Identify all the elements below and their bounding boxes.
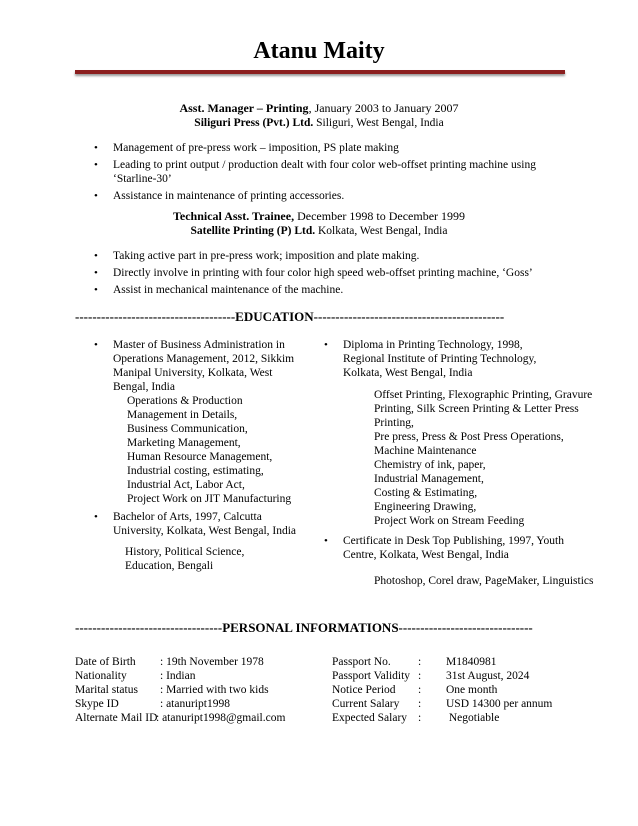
job-title-line (0, 101, 638, 116)
field-sep: : (418, 712, 422, 724)
table-row (75, 669, 285, 683)
degree-description (320, 338, 536, 380)
subject: Education, Bengali (125, 560, 214, 572)
table-row (332, 683, 552, 697)
field-sep: : (418, 670, 422, 682)
subject-list (374, 574, 594, 588)
subject-list (125, 545, 244, 573)
degree-line: • Certificate in Desk Top Publishing, 1997, Youth (343, 535, 564, 547)
education-item (90, 338, 294, 394)
candidate-name: Atanu Maity (253, 38, 385, 64)
subject: Machine Maintenance (374, 445, 477, 457)
personal-info-heading: ----------------------------------PERSONAL INFORMATIONS------------------------------- (75, 620, 533, 635)
field-value: One month (446, 684, 498, 696)
company-location: Siliguri, West Bengal, India (313, 117, 444, 129)
table-row (332, 669, 552, 683)
subject: Chemistry of ink, paper, (374, 459, 486, 471)
subject: Engineering Drawing, (374, 501, 477, 513)
subject: History, Political Science, (125, 546, 245, 558)
subject: Pre press, Press & Post Press Operations, (374, 431, 564, 443)
job-duties-list (90, 141, 560, 203)
degree-description (90, 338, 294, 394)
field-label: Current Salary (332, 698, 400, 710)
subject: Printing, (374, 417, 414, 429)
subject: Business Communication, (127, 423, 248, 435)
field-sep: : (418, 698, 422, 710)
degree-line: Regional Institute of Printing Technology, (343, 353, 537, 365)
field-value: : 19th November 1978 (160, 656, 264, 668)
degree-description (320, 534, 564, 562)
list-item: • Directly involve in printing with four color high speed web-offset printing machine, ‘Goss’ (90, 266, 560, 280)
personal-info-right (332, 655, 552, 725)
subject: Printing, Silk Screen Printing & Letter Press (374, 403, 579, 415)
field-value: : Indian (160, 670, 196, 682)
field-sep: : (418, 684, 422, 696)
list-item: • Leading to print output / production dealt with four color web-offset printing machine using ‘Starline-30’ (90, 158, 553, 186)
subject: Industrial Management, (374, 473, 484, 485)
field-sep: : (418, 656, 422, 668)
education-heading: -------------------------------------EDUCATION-------------------------------------------- (75, 309, 505, 324)
subject: Operations & Production (127, 395, 243, 407)
subject: Project Work on Stream Feeding (374, 515, 525, 527)
subject: Marketing Management, (127, 437, 241, 449)
subject-list (127, 394, 291, 506)
subject: Industrial Act, Labor Act, (127, 479, 245, 491)
degree-line: • Diploma in Printing Technology, 1998, (343, 339, 523, 351)
degree-line: Bengal, India (113, 381, 175, 393)
header-rule (75, 70, 565, 74)
list-item: • Assistance in maintenance of printing accessories. (90, 189, 560, 203)
education-item (90, 510, 296, 538)
field-label: Notice Period (332, 684, 396, 696)
table-row (332, 655, 552, 669)
list-item: • Assist in mechanical maintenance of the machine. (90, 283, 560, 297)
table-row (75, 655, 285, 669)
degree-line: Operations Management, 2012, Sikkim (113, 353, 295, 365)
table-row (75, 683, 285, 697)
field-value: Negotiable (446, 712, 500, 724)
company-line (0, 117, 638, 129)
education-item (320, 534, 564, 562)
subject-list (374, 388, 592, 528)
company-name: Siliguri Press (Pvt.) Ltd. (194, 117, 314, 129)
table-row (332, 711, 552, 725)
job-duties-list (90, 249, 560, 297)
job-title: Asst. Manager – Printing (179, 101, 309, 115)
table-row (75, 711, 285, 725)
subject: Costing & Estimating, (374, 487, 478, 499)
degree-line: Manipal University, Kolkata, West (113, 367, 273, 379)
personal-info-left (75, 655, 285, 725)
job-title-line (0, 209, 638, 224)
degree-line: Kolkata, West Bengal, India (343, 367, 473, 379)
job-title: Technical Asst. Trainee, (172, 209, 295, 223)
field-label: Alternate Mail ID (75, 712, 158, 724)
degree-line: • Master of Business Administration in (113, 339, 285, 351)
field-value: : atanuript1998@gmail.com (156, 712, 286, 724)
job-dates: December 1998 to December 1999 (294, 209, 466, 223)
field-label: Skype ID (75, 698, 119, 710)
degree-line: • Bachelor of Arts, 1997, Calcutta (113, 511, 262, 523)
field-label: Marital status (75, 684, 138, 696)
company-line (0, 225, 638, 237)
subject: Human Resource Management, (127, 451, 273, 463)
job-dates: , January 2003 to January 2007 (308, 101, 459, 115)
table-row (75, 697, 285, 711)
company-location: Kolkata, West Bengal, India (315, 225, 448, 237)
degree-line: Centre, Kolkata, West Bengal, India (343, 549, 509, 561)
field-label: Passport Validity (332, 670, 411, 682)
subject: Industrial costing, estimating, (127, 465, 264, 477)
field-value: : atanuript1998 (160, 698, 230, 710)
field-value: M1840981 (446, 656, 497, 668)
field-label: Nationality (75, 670, 127, 682)
list-item: • Management of pre-press work – imposition, PS plate making (90, 141, 560, 155)
field-value: 31st August, 2024 (446, 670, 530, 682)
subject: Photoshop, Corel draw, PageMaker, Linguistics (374, 575, 594, 587)
field-label: Date of Birth (75, 656, 136, 668)
subject: Management in Details, (127, 409, 238, 421)
field-value: : Married with two kids (160, 684, 269, 696)
degree-description (90, 510, 296, 538)
field-label: Passport No. (332, 656, 391, 668)
degree-line: University, Kolkata, West Bengal, India (113, 525, 297, 537)
table-row (332, 697, 552, 711)
company-name: Satellite Printing (P) Ltd. (190, 225, 316, 237)
subject: Offset Printing, Flexographic Printing, Gravure (374, 389, 593, 401)
field-value: USD 14300 per annum (446, 698, 553, 710)
subject: Project Work on JIT Manufacturing (127, 493, 292, 505)
education-item (320, 338, 536, 380)
field-label: Expected Salary (332, 712, 408, 724)
list-item: • Taking active part in pre-press work; imposition and plate making. (90, 249, 560, 263)
